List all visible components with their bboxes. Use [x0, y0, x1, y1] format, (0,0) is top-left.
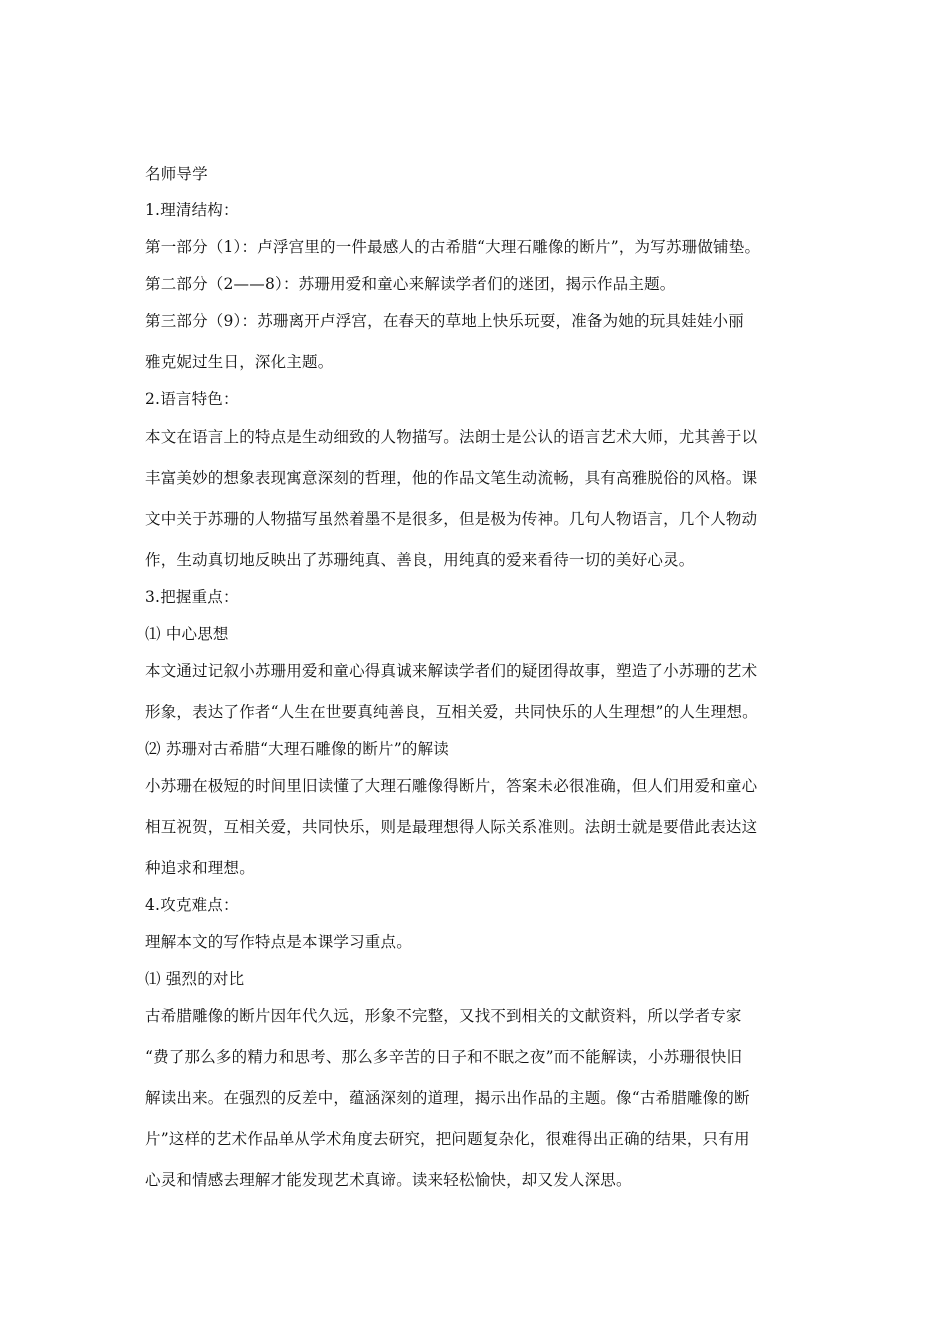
- section-heading-language: 2.语言特色：: [145, 390, 239, 408]
- paragraph-line: 第二部分（2——8）：苏珊用爱和童心来解读学者们的迷团，揭示作品主题。: [145, 275, 676, 293]
- paragraph-line: 本文通过记叙小苏珊用爱和童心得真诚来解读学者们的疑团得故事，塑造了小苏珊的艺术: [145, 662, 758, 680]
- section-heading-key-points: 3.把握重点：: [145, 588, 239, 606]
- paragraph-line: 雅克妮过生日，深化主题。: [145, 353, 334, 371]
- paragraph-line: 种追求和理想。: [145, 859, 255, 877]
- document-title: 名师导学: [145, 165, 208, 183]
- subsection-heading: ⑵ 苏珊对古希腊“大理石雕像的断片”的解读: [145, 740, 449, 758]
- subsection-heading: ⑴ 强烈的对比: [145, 970, 245, 988]
- paragraph-line: 丰富美妙的想象表现寓意深刻的哲理，他的作品文笔生动流畅，具有高雅脱俗的风格。课: [145, 469, 758, 487]
- paragraph-line: 理解本文的写作特点是本课学习重点。: [145, 933, 412, 951]
- paragraph-line: 第三部分（9）：苏珊离开卢浮宫，在春天的草地上快乐玩耍，准备为她的玩具娃娃小丽: [145, 312, 744, 330]
- paragraph-line: 心灵和情感去理解才能发现艺术真谛。读来轻松愉快，却又发人深思。: [145, 1171, 632, 1189]
- paragraph-line: 第一部分（1）：卢浮宫里的一件最感人的古希腊“大理石雕像的断片”，为写苏珊做铺垫。: [145, 238, 761, 256]
- paragraph-line: 古希腊雕像的断片因年代久远，形象不完整，又找不到相关的文献资料，所以学者专家: [145, 1007, 742, 1025]
- paragraph-line: 文中关于苏珊的人物描写虽然着墨不是很多，但是极为传神。几句人物语言，几个人物动: [145, 510, 758, 528]
- section-heading-structure: 1.理清结构：: [145, 201, 239, 219]
- paragraph-line: 片”这样的艺术作品单从学术角度去研究，把问题复杂化，很难得出正确的结果，只有用: [145, 1130, 750, 1148]
- paragraph-line: 作，生动真切地反映出了苏珊纯真、善良，用纯真的爱来看待一切的美好心灵。: [145, 551, 695, 569]
- subsection-heading: ⑴ 中心思想: [145, 625, 229, 643]
- paragraph-line: 小苏珊在极短的时间里旧读懂了大理石雕像得断片，答案未必很准确，但人们用爱和童心: [145, 777, 758, 795]
- section-heading-difficulties: 4.攻克难点：: [145, 896, 239, 914]
- paragraph-line: 相互祝贺，互相关爱，共同快乐，则是最理想得人际关系准则。法朗士就是要借此表达这: [145, 818, 758, 836]
- paragraph-line: 本文在语言上的特点是生动细致的人物描写。法朗士是公认的语言艺术大师，尤其善于以: [145, 428, 758, 446]
- paragraph-line: 形象，表达了作者“人生在世要真纯善良，互相关爱，共同快乐的人生理想”的人生理想。: [145, 703, 758, 721]
- paragraph-line: 解读出来。在强烈的反差中，蕴涵深刻的道理，揭示出作品的主题。像“古希腊雕像的断: [145, 1089, 750, 1107]
- paragraph-line: “费了那么多的精力和思考、那么多辛苦的日子和不眠之夜”而不能解读，小苏珊很快旧: [145, 1048, 743, 1066]
